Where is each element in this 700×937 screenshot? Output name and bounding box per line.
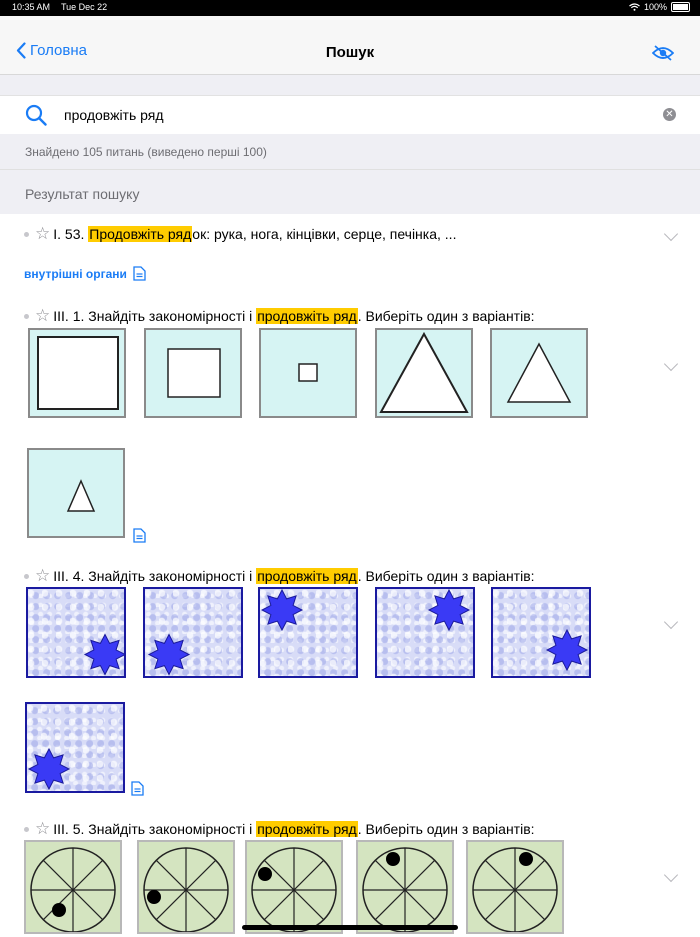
answer-option-image	[144, 328, 242, 418]
page-title: Пошук	[325, 44, 375, 61]
answer-option-image	[28, 328, 126, 418]
result-item-2[interactable]	[24, 308, 535, 324]
answer-option-image	[356, 840, 454, 934]
topic-tag-label: внутрішні органи	[24, 266, 127, 281]
navigation-bar	[0, 16, 700, 75]
answer-option-image	[25, 702, 125, 793]
topic-tag[interactable]	[24, 266, 146, 281]
circle-sector-figure	[26, 842, 120, 932]
status-bar	[0, 0, 700, 16]
status-date: Tue Dec 22	[61, 2, 108, 12]
battery-percent: 100%	[643, 2, 667, 12]
back-button-label: Головна	[30, 42, 87, 59]
eye-toggle-button[interactable]	[652, 45, 674, 66]
answer-option-image	[259, 328, 357, 418]
square-figure	[261, 330, 355, 416]
answer-option-image	[245, 840, 343, 934]
expand-chevron-icon[interactable]	[664, 227, 678, 241]
answer-option-image	[27, 448, 125, 538]
circle-sector-figure	[358, 842, 452, 932]
status-time: 10:35 AM	[12, 2, 51, 12]
answer-option-image	[258, 587, 358, 678]
eye-slash-icon	[652, 45, 674, 61]
bullet	[24, 232, 29, 237]
bullet	[24, 314, 29, 319]
star-figure	[27, 704, 123, 791]
triangle-figure	[492, 330, 586, 416]
search-input[interactable]: продовжіть ряд	[64, 107, 164, 123]
result-number: I. 53.	[53, 226, 85, 242]
result-number: III. 1. Знайдіть закономірності і	[53, 308, 253, 324]
square-figure	[30, 330, 124, 416]
result-text: . Виберіть один з варіантів:	[357, 308, 535, 324]
circle-sector-figure	[247, 842, 341, 932]
circle-sector-figure	[139, 842, 233, 932]
star-figure	[377, 589, 473, 676]
status-right	[629, 2, 690, 12]
star-figure	[28, 589, 124, 676]
star-figure	[145, 589, 241, 676]
result-item-3[interactable]	[24, 568, 535, 584]
answer-option-image	[491, 587, 591, 678]
answer-option-image	[490, 328, 588, 418]
expand-chevron-icon[interactable]	[664, 868, 678, 882]
result-text: ок: рука, нога, кінцівки, серце, печінка, ...	[192, 226, 457, 242]
highlight-match: Продовжіть ряд	[89, 226, 192, 242]
bullet	[24, 827, 29, 832]
answer-option-image	[24, 840, 122, 934]
results-header-label: Результат пошуку	[25, 186, 140, 202]
star-figure	[493, 589, 589, 676]
document-icon[interactable]	[133, 266, 146, 281]
star-figure	[260, 589, 356, 676]
search-bar[interactable]	[0, 95, 700, 135]
bullet	[24, 574, 29, 579]
result-text: . Виберіть один з варіантів:	[357, 568, 535, 584]
answer-option-image	[375, 328, 473, 418]
result-number: III. 4. Знайдіть закономірності і	[53, 568, 253, 584]
found-count-text: Знайдено 105 питань (виведено перші 100)	[25, 145, 267, 159]
answer-option-image	[375, 587, 475, 678]
highlight-match: продовжіть ряд	[257, 568, 357, 584]
wifi-icon	[629, 3, 640, 11]
favorite-star-icon[interactable]: ☆	[35, 224, 51, 243]
highlight-match: продовжіть ряд	[257, 308, 357, 324]
document-icon[interactable]	[133, 528, 146, 543]
document-icon[interactable]	[131, 781, 144, 796]
clear-search-icon[interactable]: ✕	[663, 108, 676, 121]
favorite-star-icon[interactable]: ☆	[35, 306, 51, 325]
answer-option-image	[137, 840, 235, 934]
battery-icon	[671, 2, 690, 12]
spacer	[0, 75, 700, 95]
favorite-star-icon[interactable]: ☆	[35, 819, 51, 838]
expand-chevron-icon[interactable]	[664, 357, 678, 371]
answer-option-image	[466, 840, 564, 934]
found-count-bar	[0, 134, 700, 170]
triangle-figure	[377, 330, 471, 416]
expand-chevron-icon[interactable]	[664, 615, 678, 629]
results-section-header	[0, 170, 700, 214]
search-icon	[25, 104, 47, 126]
answer-option-image	[26, 587, 126, 678]
highlight-match: продовжіть ряд	[257, 821, 357, 837]
result-item-4[interactable]	[24, 821, 535, 837]
square-figure	[146, 330, 240, 416]
answer-option-image	[143, 587, 243, 678]
triangle-figure	[29, 450, 123, 536]
circle-sector-figure	[468, 842, 562, 932]
result-number: III. 5. Знайдіть закономірності і	[53, 821, 253, 837]
result-item-1[interactable]	[24, 226, 456, 242]
home-indicator[interactable]	[242, 925, 458, 930]
favorite-star-icon[interactable]: ☆	[35, 566, 51, 585]
result-text: . Виберіть один з варіантів:	[357, 821, 535, 837]
